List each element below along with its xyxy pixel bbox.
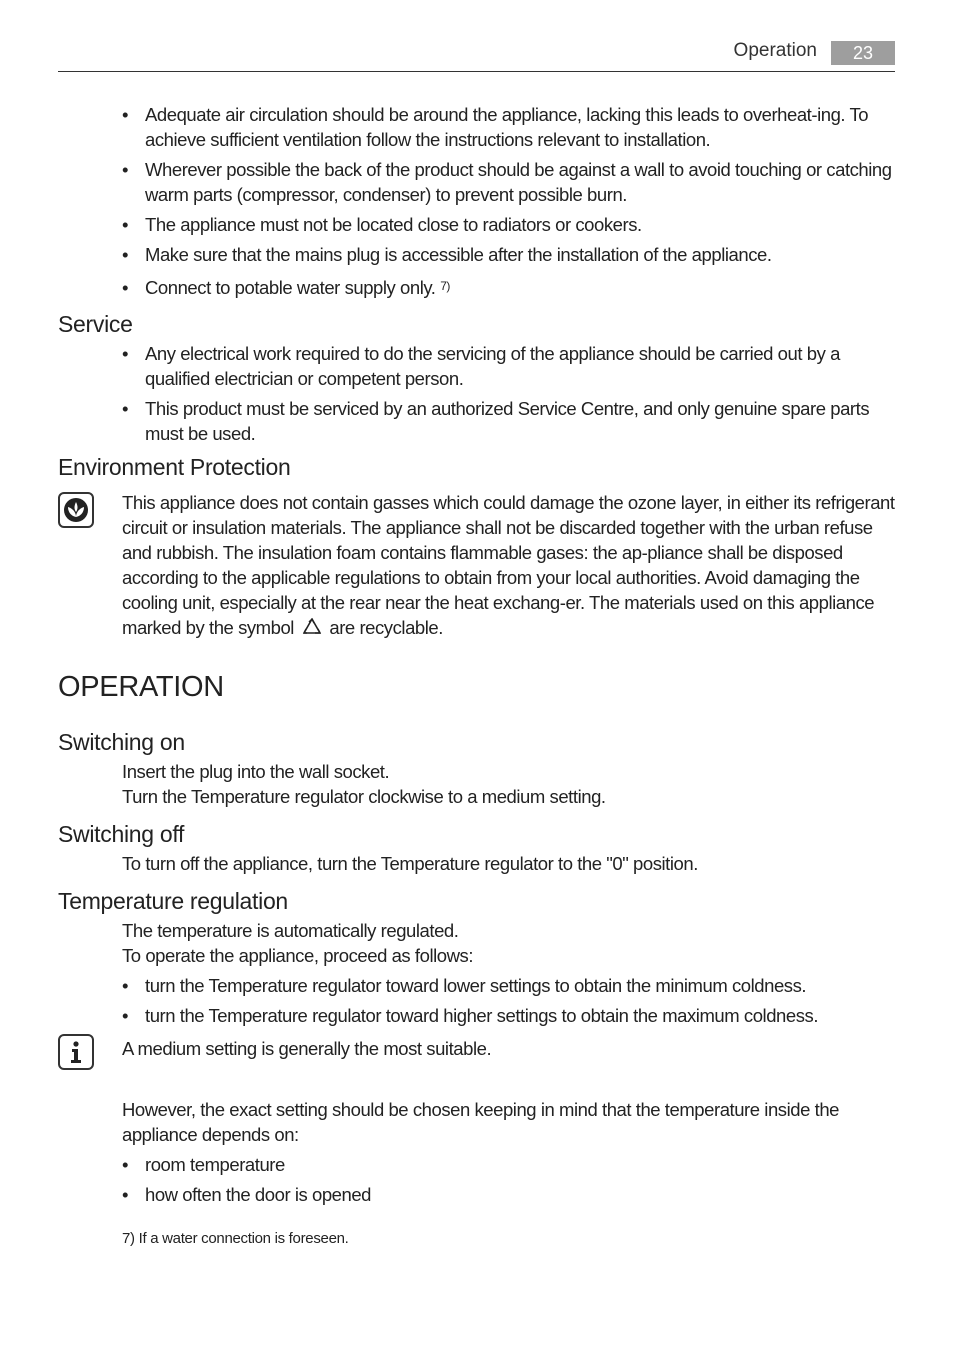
list-item: • Adequate air circulation should be around the appliance, lacking this leads to overheat-ing. To achieve sufficient ventilation follow the instructions relevant to installation.	[122, 102, 895, 152]
switching-off-heading: Switching off	[58, 821, 185, 847]
depends-bullet-list	[58, 1152, 895, 1207]
list-item: • turn the Temperature regulator toward higher settings to obtain the maximum coldness.	[122, 1003, 895, 1028]
page-content	[58, 102, 895, 1249]
environment-heading: Environment Protection	[58, 454, 291, 480]
recycle-icon	[301, 617, 323, 643]
page-number-badge: 23	[831, 41, 895, 65]
temperature-bullet-list	[58, 973, 895, 1028]
info-text: A medium setting is generally the most suitable.	[122, 1038, 492, 1059]
environment-leaf-icon	[58, 492, 94, 528]
footnote-reference: 7)	[440, 279, 450, 293]
list-item: • turn the Temperature regulator toward lower settings to obtain the minimum coldness.	[122, 973, 895, 998]
list-item: • Make sure that the mains plug is accessible after the installation of the appliance.	[122, 242, 895, 267]
list-item: • Wherever possible the back of the product should be against a wall to avoid touching or catching warm parts (compressor, condenser) to prevent possible burn.	[122, 157, 895, 207]
list-item: • The appliance must not be located close to radiators or cookers.	[122, 212, 895, 237]
list-item: • room temperature	[122, 1152, 895, 1177]
service-heading: Service	[58, 311, 133, 337]
switching-on-text: Insert the plug into the wall socket. Turn the Temperature regulator clockwise to a medium setting.	[122, 761, 606, 807]
header-section-title: Operation	[733, 40, 817, 61]
operation-title: OPERATION	[58, 671, 224, 703]
environment-block	[58, 490, 895, 643]
list-item: • Any electrical work required to do the servicing of the appliance should be carried out by a qualified electrician or competent person.	[122, 341, 895, 391]
switching-on-heading: Switching on	[58, 729, 185, 755]
service-bullet-list	[58, 341, 895, 446]
footnote: 7) If a water connection is foreseen.	[122, 1230, 349, 1247]
list-item: • This product must be serviced by an authorized Service Centre, and only genuine spare parts must be used.	[122, 396, 895, 446]
info-block	[58, 1036, 895, 1147]
installation-bullet-list	[58, 102, 895, 303]
switching-off-text: To turn off the appliance, turn the Temperature regulator to the "0" position.	[122, 853, 698, 874]
temperature-regulation-heading: Temperature regulation	[58, 888, 288, 914]
list-item: • how often the door is opened	[122, 1182, 895, 1207]
temperature-regulation-intro: The temperature is automatically regulated. To operate the appliance, proceed as follows:	[122, 920, 474, 966]
water-supply-text: Connect to potable water supply only.	[145, 277, 436, 298]
water-supply-item	[122, 275, 895, 303]
however-text: However, the exact setting should be chosen keeping in mind that the temperature inside the appliance depends on:	[122, 1099, 839, 1145]
info-icon	[58, 1034, 94, 1070]
page-header	[58, 38, 895, 72]
environment-text: This appliance does not contain gasses which could damage the ozone layer, in either its refrigerant circuit or insulation materials. The appliance shall not be discarded together with the urban refuse and rubbish. The insulation foam contains flammable gases: the ap-pliance shall be disposed according to the applicable regulations to obtain from your local authorities. Avoid damaging the cooling unit, especially at the rear near the heat exchang-er. The materials used on this appliance marked by the symbol are recyclable.	[122, 490, 895, 643]
